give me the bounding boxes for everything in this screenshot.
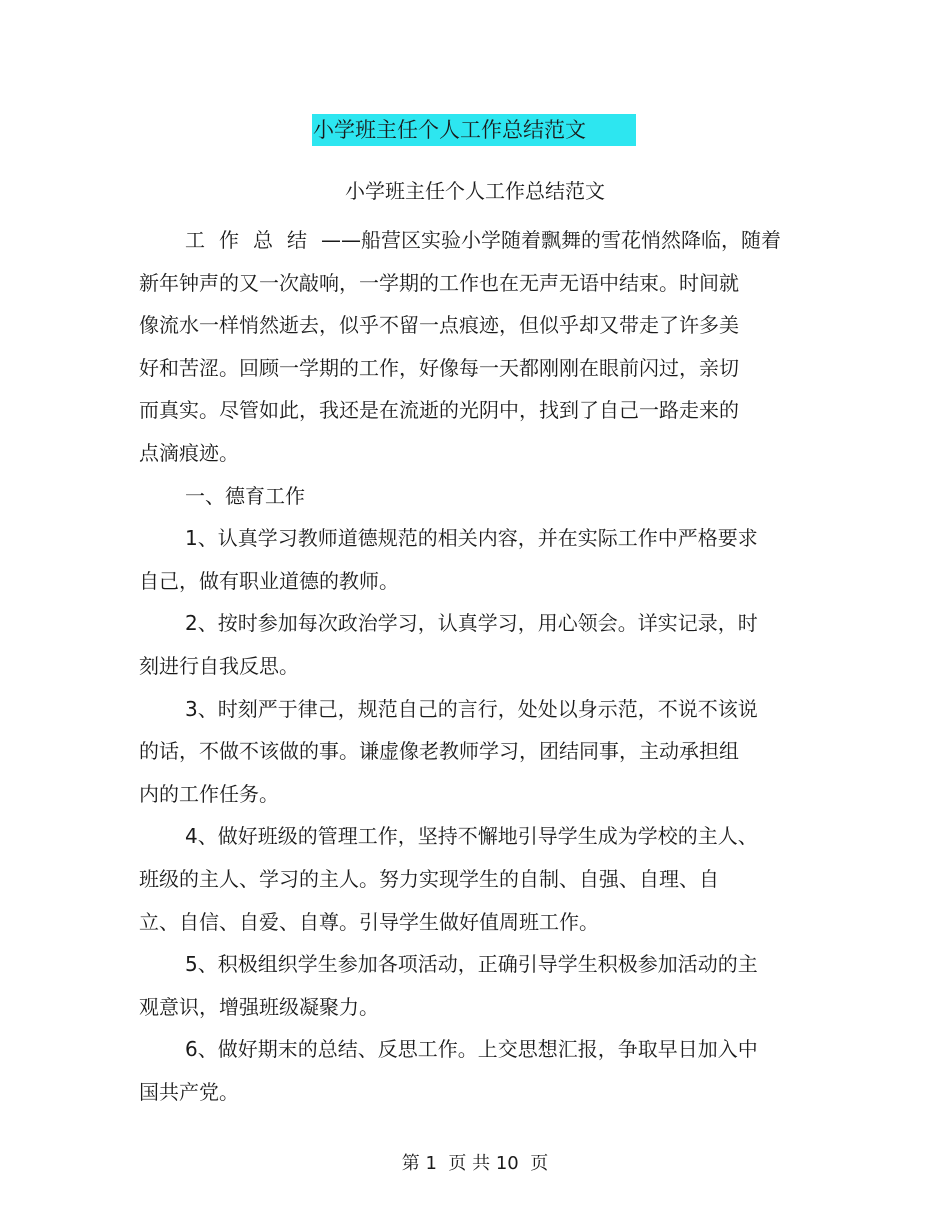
intro-line: 像流水一样悄然逝去，似乎不留一点痕迹，但似乎却又带走了许多美: [139, 313, 739, 338]
list-item: 4、做好班级的管理工作，坚持不懈地引导学生成为学校的主人、 班级的主人、学习的主人。努力实现学生的自制、自强、自理、自 立、自信、自爱、自尊。引导学生做好值周班工作。: [139, 824, 758, 934]
list-item: 5、积极组织学生参加各项活动，正确引导学生积极参加活动的主 观意识，增强班级凝聚力。: [139, 952, 758, 1019]
intro-paragraph: [139, 219, 779, 475]
list-item: 2、按时参加每次政治学习，认真学习，用心领会。详实记录，时 刻进行自我反思。: [139, 611, 758, 678]
intro-line: 新年钟声的又一次敲响，一学期的工作也在无声无语中结束。时间就: [139, 270, 739, 295]
page-footer: 第 1 页 共 10 页: [401, 1153, 549, 1174]
list-item: 3、时刻严于律己，规范自己的言行，处处以身示范，不说不该说 的话，不做不该做的事。谦虚像老教师学习，团结同事，主动承担组 内的工作任务。: [139, 696, 758, 806]
intro-line: 好和苦涩。回顾一学期的工作，好像每一天都刚刚在眼前闪过，亲切: [139, 355, 739, 380]
section-heading: 一、德育工作: [185, 483, 305, 508]
intro-line: 点滴痕迹。: [139, 440, 239, 465]
list-item: 6、做好期末的总结、反思工作。上交思想汇报，争取早日加入中 国共产党。: [139, 1037, 758, 1104]
intro-line: 工作总结——船营区实验小学随着飘舞的雪花悄然降临，随着: [185, 228, 781, 252]
list-item: 1、认真学习教师道德规范的相关内容，并在实际工作中严格要求 自己，做有职业道德的教师。: [139, 526, 758, 593]
intro-lead: 工作总结: [185, 228, 321, 252]
document-body: [139, 219, 779, 1113]
intro-line: 而真实。尽管如此，我还是在流逝的光阴中，找到了自己一路走来的: [139, 398, 739, 423]
document-title: 小学班主任个人工作总结范文: [313, 118, 586, 142]
document-subtitle: 小学班主任个人工作总结范文: [345, 179, 605, 203]
